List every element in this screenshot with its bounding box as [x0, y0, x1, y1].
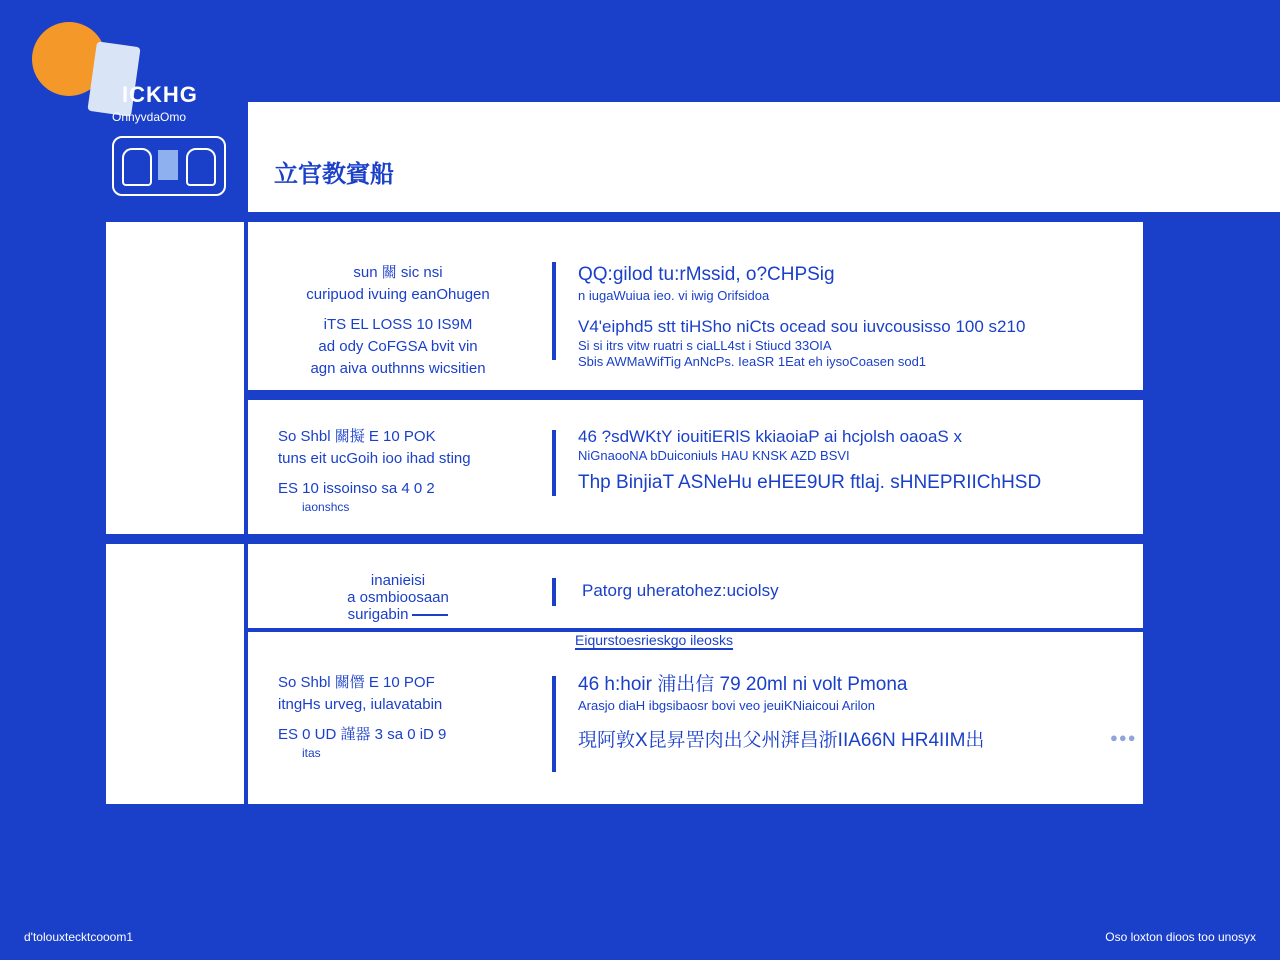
row-divider: [248, 391, 1143, 398]
row-4-text: 現阿敦X昆昇罟肉出父州湃昌浙IIA66N HR4IIM出: [578, 730, 985, 751]
row-3-content: [582, 580, 1152, 602]
row-1-label: [278, 262, 518, 380]
row-1-text: Si si itrs vitw ruatri s ciaLL4st i Stiucd 33OIA: [578, 338, 832, 353]
dash-icon: [412, 614, 448, 616]
logo-subtitle: OnnyvdaOmo: [112, 110, 187, 124]
sub-section-label-text: Eiqurstoesrieskgo ileosks: [575, 632, 733, 648]
row-4-text: 46 h:hoir 浦出信 79 20ml ni volt Pmona: [578, 674, 908, 695]
row-1-bar: [552, 262, 556, 360]
left-panel-bottom: [106, 544, 244, 804]
row-1-label-line: sun 關 sic nsi: [353, 264, 443, 281]
row-2-label: [278, 426, 518, 514]
page-title: 立官教賓船: [274, 161, 394, 188]
row-4-text: Arasjo diaH ibgsibaosr bovi veo jeuiKNiaicoui Arilon: [578, 698, 875, 713]
row-divider: [248, 535, 1143, 542]
header-divider: [248, 212, 1190, 219]
row-3-label-text: surigabin: [347, 606, 409, 623]
sub-section-label[interactable]: [575, 632, 733, 648]
row-4-label-line: So Shbl 關僭 E 10 POF: [278, 674, 435, 691]
row-2-label-line: So Shbl 關擬 E 10 POK: [278, 428, 436, 445]
row-2-label-line: ES 10 issoinso sa 4 0 2: [278, 480, 435, 497]
row-4-label-line: ES 0 UD 謹器 3 sa 0 iD 9: [278, 726, 447, 743]
brand-logo: [28, 14, 228, 204]
row-1-text: QQ:gilod tu:rMssid, o?CHPSig: [578, 264, 835, 285]
row-3-text: Patorg uheratohez:uciolsy: [582, 581, 779, 600]
row-2-label-line: tuns eit ucGoih ioo ihad sting: [278, 450, 471, 467]
row-1-text: Sbis AWMaWifTig AnNcPs. IeaSR 1Eat eh iysoCoasen sod1: [578, 354, 927, 369]
row-2-text: Thp BinjiaT ASNeHu eHEE9UR ftlaj. sHNEPRIIChHSD: [578, 472, 1042, 493]
row-2-text: NiGnaooNA bDuiconiuls HAU KNSK AZD BSVI: [578, 448, 850, 463]
row-2-label-line: iaonshcs: [302, 500, 350, 514]
row-1-text: n iugaWuiua ieo. vi iwig Orifsidoa: [578, 288, 770, 303]
page-header: [248, 102, 1280, 212]
row-1-label-line: curipuod ivuing eanOhugen: [306, 286, 490, 303]
row-3-label-line: inanieisi: [370, 572, 426, 589]
row-2-content: [578, 426, 1148, 496]
logo-title: ICKHG: [122, 82, 198, 107]
row-1-content: [578, 262, 1148, 370]
row-3-label-line: a osmbioosaan: [347, 589, 449, 606]
scroll-marker[interactable]: [1147, 436, 1163, 460]
row-3-bar: [552, 578, 556, 606]
footer-right-text: Oso loxton dioos too unosyx: [1105, 930, 1256, 944]
row-4-label: [278, 672, 518, 760]
row-1-label-line: agn aiva outhnns wicsitien: [310, 360, 486, 377]
more-icon[interactable]: ●●●: [1110, 730, 1137, 745]
left-panel-top: [106, 222, 244, 534]
logo-illustration-icon: [112, 136, 226, 196]
row-1-text: V4'eiphd5 stt tiHSho niCts ocead sou iuvcousisso 100 s210: [578, 317, 1026, 336]
row-1-label-line: ad ody CoFGSA bvit vin: [318, 338, 478, 355]
footer-left-text: d'tolouxtecktcooom1: [24, 930, 134, 944]
row-4-label-line: itngHs urveg, iulavatabin: [278, 696, 443, 713]
row-4-content: [578, 672, 1148, 754]
row-4-bar: [552, 676, 556, 772]
row-3-label-line: [278, 606, 518, 623]
row-3-label: [278, 572, 518, 623]
row-4-label-line: itas: [302, 746, 321, 760]
row-1-label-line: iTS EL LOSS 10 IS9M: [323, 316, 473, 333]
row-2-bar: [552, 430, 556, 496]
row-2-text: 46 ?sdWKtY iouitiERlS kkiaoiaP ai hcjolsh oaoaS x: [578, 427, 962, 446]
